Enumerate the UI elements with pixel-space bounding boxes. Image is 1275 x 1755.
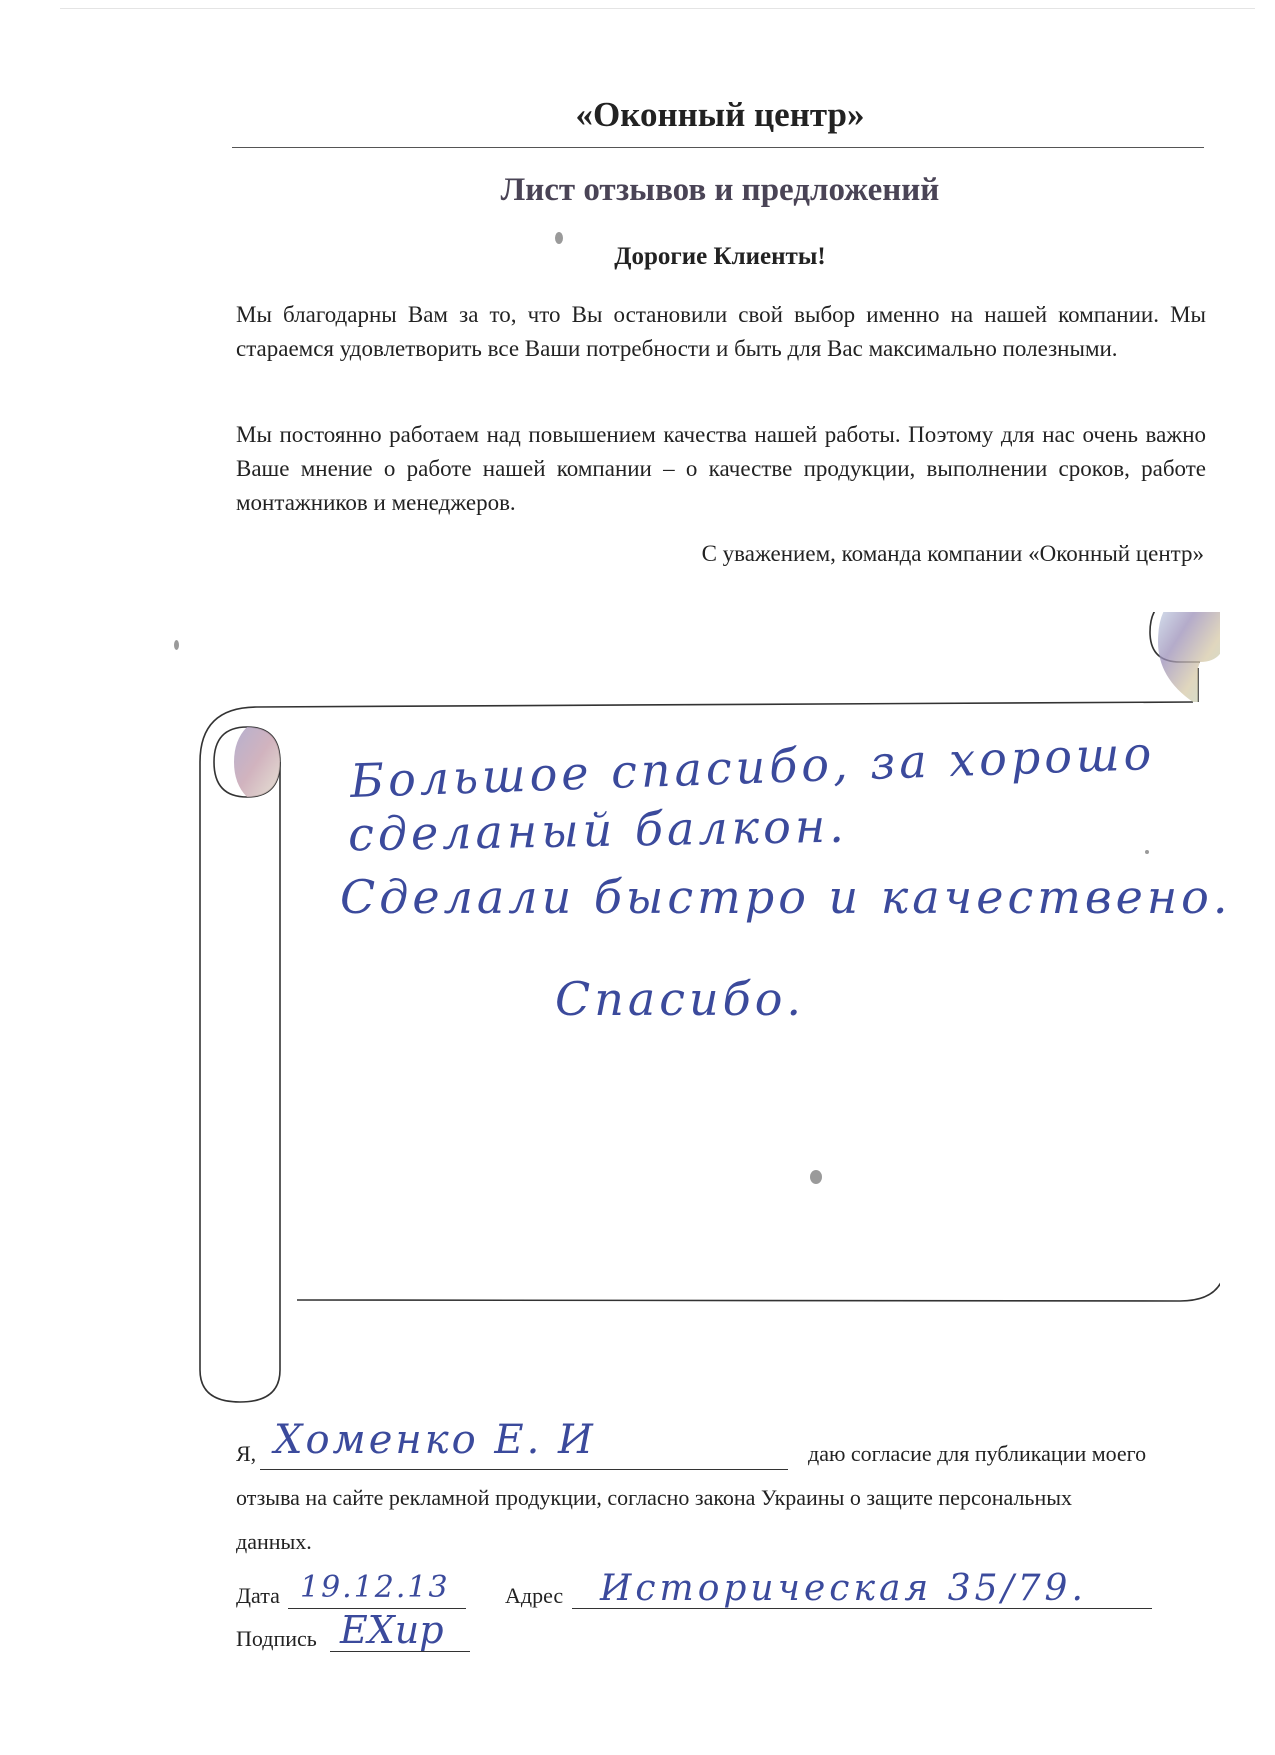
consent-block <box>236 1417 1196 1564</box>
signature-label: Подпись <box>236 1626 317 1651</box>
review-line-4: Спасибо. <box>555 972 806 1026</box>
consent-text-1: даю согласие для публикации моего <box>808 1441 1147 1466</box>
review-line-3: Сделали быстро и качествено. <box>340 870 1232 924</box>
signature: ЕХир <box>340 1608 444 1652</box>
scan-speck <box>555 232 563 244</box>
consent-row-3 <box>236 1520 1196 1564</box>
header-rule <box>232 147 1204 148</box>
consent-row-2 <box>236 1476 1196 1520</box>
consent-row-1 <box>236 1417 1196 1476</box>
address-value: Историческая 35/79. <box>600 1568 1087 1609</box>
scan-speck <box>1145 850 1149 854</box>
review-line-2: сделаный балкон. <box>347 798 849 862</box>
scan-speck <box>174 640 179 650</box>
consent-text-3: данных. <box>236 1529 312 1554</box>
date-label: Дата <box>236 1583 280 1608</box>
address-label: Адрес <box>505 1583 564 1608</box>
closing-line: С уважением, команда компании «Оконный центр» <box>701 541 1204 566</box>
scan-speck <box>810 1170 822 1184</box>
company-name: «Оконный центр» <box>575 95 865 134</box>
form-title: Лист отзывов и предложений <box>500 172 940 208</box>
intro-paragraph-1: Мы благодарны Вам за то, что Вы остановили свой выбор именно на нашей компании. Мы стараемся удовлетворить все Ваши потребности и быть для Вас максимально полезными. <box>236 302 1206 361</box>
consent-text-2: отзыва на сайте рекламной продукции, согласно закона Украины о защите персональных <box>236 1485 1073 1510</box>
date-value: 19.12.13 <box>300 1570 450 1605</box>
name-underline <box>260 1469 788 1470</box>
signer-name: Хоменко Е. И <box>274 1417 596 1463</box>
consent-prefix: Я, <box>236 1441 257 1466</box>
intro-paragraph-2: Мы постоянно работаем над повышением качества нашей работы. Поэтому для нас очень важно Ваше мнение о работе нашей компании – о качестве продукции, выполнении сроков, работе монтажников и менеджеров. <box>236 422 1206 515</box>
review-line-1: Большое спасибо, за хорошо <box>349 725 1157 809</box>
page-edge <box>60 8 1255 9</box>
greeting: Дорогие Клиенты! <box>614 243 826 270</box>
